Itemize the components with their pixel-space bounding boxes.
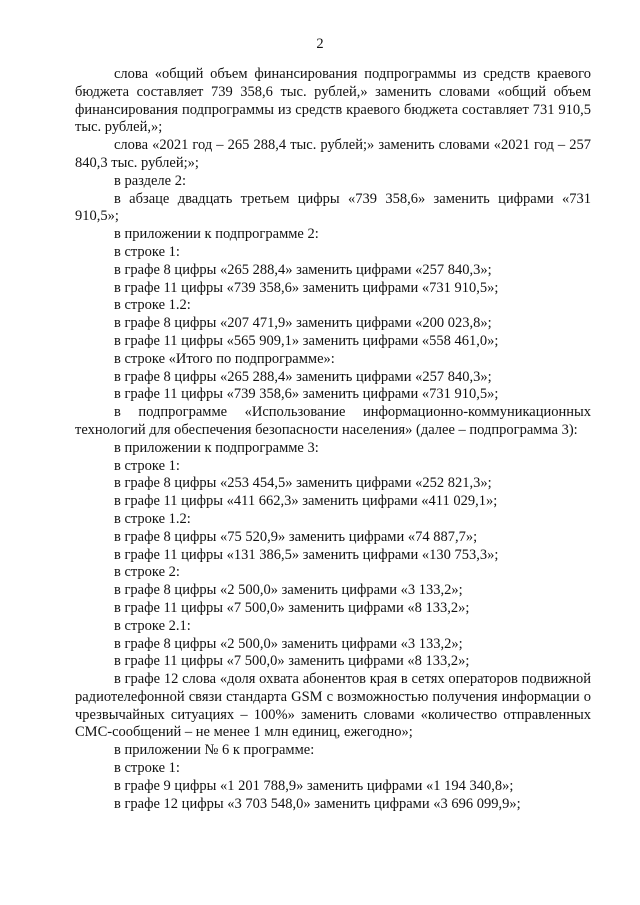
paragraph: слова «общий объем финансирования подпрограммы из средств краевого бюджета составляет 739 358,6 тыс. рублей,» заменить словами «общий объем финансирования подпрограммы из средств краевого бюджета составляет 731 910,5 тыс. рублей,»; xyxy=(75,66,591,136)
paragraph: в строке 1.2: xyxy=(114,297,191,314)
paragraph: в строке 2: xyxy=(114,564,180,581)
document-body xyxy=(75,66,591,813)
paragraph: в строке 1: xyxy=(114,243,180,260)
paragraph: в графе 11 цифры «739 358,6» заменить цифрами «731 910,5»; xyxy=(114,386,499,403)
paragraph: в графе 8 цифры «253 454,5» заменить цифрами «252 821,3»; xyxy=(114,475,492,492)
paragraph: в приложении № 6 к программе: xyxy=(114,742,315,759)
paragraph: в графе 8 цифры «207 471,9» заменить цифрами «200 023,8»; xyxy=(114,315,492,332)
paragraph: в приложении к подпрограмме 3: xyxy=(114,439,319,456)
paragraph: в абзаце двадцать третьем цифры «739 358,6» заменить цифрами «731 910,5»; xyxy=(75,190,591,225)
paragraph: в строке «Итого по подпрограмме»: xyxy=(114,350,335,367)
paragraph: в строке 1: xyxy=(114,457,180,474)
paragraph: в графе 11 цифры «739 358,6» заменить цифрами «731 910,5»; xyxy=(114,279,499,296)
paragraph: в графе 11 цифры «131 386,5» заменить цифрами «130 753,3»; xyxy=(114,546,499,563)
paragraph: в графе 11 цифры «411 662,3» заменить цифрами «411 029,1»; xyxy=(114,493,498,510)
paragraph: в графе 11 цифры «7 500,0» заменить цифрами «8 133,2»; xyxy=(114,599,470,616)
paragraph: в графе 9 цифры «1 201 788,9» заменить цифрами «1 194 340,8»; xyxy=(114,777,514,794)
paragraph: слова «2021 год – 265 288,4 тыс. рублей;» заменить словами «2021 год – 257 840,3 тыс. рублей;»; xyxy=(75,137,591,171)
paragraph: в графе 8 цифры «265 288,4» заменить цифрами «257 840,3»; xyxy=(114,368,492,385)
paragraph: в графе 8 цифры «75 520,9» заменить цифрами «74 887,7»; xyxy=(114,528,478,545)
paragraph: в строке 1.2: xyxy=(114,510,191,527)
paragraph: в графе 12 слова «доля охвата абонентов края в сетях операторов подвижной радиотелефонной связи стандарта GSM с возможностью получения информации о чрезвычайных ситуациях – 100%» заменить словами «количество отправленных СМС-сообщений – не менее 1 млн единиц, ежегодно»; xyxy=(75,671,591,741)
paragraph: в подпрограмме «Использование информационно-коммуникационных технологий для обеспечения безопасности населения» (далее – подпрограмма 3): xyxy=(75,404,591,438)
paragraph: в графе 11 цифры «565 909,1» заменить цифрами «558 461,0»; xyxy=(114,332,499,349)
paragraph: в приложении к подпрограмме 2: xyxy=(114,226,319,243)
paragraph: в строке 1: xyxy=(114,760,180,777)
paragraph: в графе 8 цифры «2 500,0» заменить цифрами «3 133,2»; xyxy=(114,582,463,599)
paragraph: в графе 8 цифры «265 288,4» заменить цифрами «257 840,3»; xyxy=(114,261,492,278)
paragraph: в разделе 2: xyxy=(114,172,187,189)
paragraph: в графе 11 цифры «7 500,0» заменить цифрами «8 133,2»; xyxy=(114,653,470,670)
paragraph: в графе 12 цифры «3 703 548,0» заменить цифрами «3 696 099,9»; xyxy=(114,795,521,812)
page-number: 2 xyxy=(316,36,324,52)
paragraph: в строке 2.1: xyxy=(114,617,191,634)
paragraph: в графе 8 цифры «2 500,0» заменить цифрами «3 133,2»; xyxy=(114,635,463,652)
